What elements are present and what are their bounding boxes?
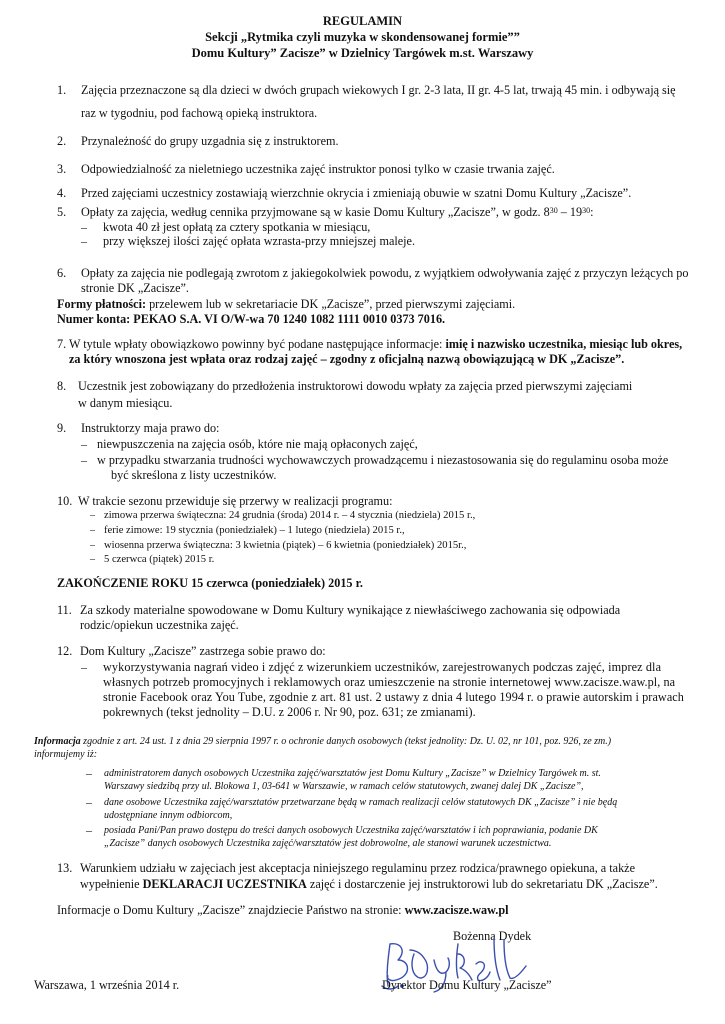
info-bullet-2a: dane osobowe Uczestnika zajęć/warsztatów przetwarzane będą w ramach realizacji celów statutowych DK „Zacisze” i nie będą [104, 797, 618, 808]
break-item: ferie zimowe: 19 stycznia (poniedziałek) – 1 lutego (niedziela) 2015 r., [104, 525, 405, 536]
item-number: 1. [57, 83, 67, 97]
item-5-bullet-2: przy większej ilości zajęć opłata wzrasta-przy mniejszej maleje. [103, 234, 415, 248]
signer-role: Dyrektor Domu Kultury „Zacisze” [382, 978, 552, 992]
item-12-bullet-l2: własnych potrzeb promocyjnych i reklamowych oraz umieszczenie na stronie internetowej www.zacisze.waw.pl, na [103, 675, 676, 689]
payment-label: Formy płatności: [57, 297, 147, 311]
item-1-line-2: raz w tygodniu, pod fachową opieką instruktora. [81, 106, 318, 120]
payment-text: przelewem lub w sekretariacie DK „Zacisze”, przed pierwszymi zajęciami. [146, 297, 516, 311]
info-website-text: Informacje o Domu Kultury „Zacisze” znajdziecie Państwo na stronie: [57, 903, 405, 917]
item-5-text-a: Opłaty za zajęcia, według cennika przyjmowane są w kasie Domu Kultury „Zacisze”, w godz. 8 [81, 205, 550, 219]
item-9-bullet-1: niewpuszczenia na zajęcia osób, które nie mają opłaconych zajęć, [97, 437, 418, 451]
break-item: 5 czerwca (piątek) 2015 r. [104, 554, 215, 565]
info-line-2: informujemy iż: [34, 749, 98, 760]
dash-bullet: – [81, 220, 87, 234]
item-7-bold: imię i nazwisko uczestnika, miesiąc lub okres, [445, 337, 683, 351]
item-5-text-end: : [590, 205, 594, 219]
dash-bullet: – [86, 823, 92, 837]
item-12-text: Dom Kultury „Zacisze” zastrzega sobie prawo do: [80, 644, 326, 658]
item-13-text-c: zajęć i dostarczenie jej instruktorowi lub do sekretariatu DK „Zacisze”. [306, 877, 658, 891]
item-2-text: Przynależność do grupy uzgadnia się z instruktorem. [81, 134, 339, 148]
info-label: Informacja [34, 736, 81, 747]
item-12-bullet-l3: stronie Facebook oraz You Tube, zgodnie z art. 81 ust. 2 ustawy z dnia 4 lutego 1994 r. o prawie autorskim i prawach [103, 690, 684, 704]
item-7-line-2: za który wnoszona jest wpłata oraz rodzaj zajęć – zgodny z oficjalną nazwą obowiązującą w DK „Zacisze”. [69, 352, 625, 366]
item-6-line-1: Opłaty za zajęcia nie podlegają zwrotom z jakiegokolwiek powodu, z wyjątkiem odwoływania zajęć z przyczyn leżących po [81, 266, 689, 280]
item-number: 12. [57, 644, 73, 658]
end-of-year: ZAKOŃCZENIE ROKU 15 czerwca (poniedziałek) 2015 r. [57, 576, 363, 590]
item-12-bullet-l4: pokrewnych (tekst jednolity – D.U. z 2006 r. Nr 90, poz. 631; ze zmianami). [103, 705, 476, 719]
doc-subtitle-2: Domu Kultury” Zacisze” w Dzielnicy Targówek m.st. Warszawy [191, 46, 534, 60]
item-9-text: Instruktorzy maja prawo do: [81, 421, 220, 435]
item-number: 3. [57, 162, 67, 176]
time-sup: 30 [549, 206, 558, 215]
item-5-bullet-1: kwota 40 zł jest opłatą za cztery spotkania w miesiącu, [103, 220, 371, 234]
payment-forms [57, 297, 515, 312]
break-item: wiosenna przerwa świąteczna: 3 kwietnia (piątek) – 6 kwietnia (poniedziałek) 2015r., [104, 540, 467, 551]
doc-title: REGULAMIN [322, 14, 403, 28]
bank-account: Numer konta: PEKAO S.A. VI O/W-wa 70 1240 1082 1111 0010 0373 7016. [57, 312, 446, 326]
time-sup: 30 [582, 206, 591, 215]
info-line-1 [34, 736, 611, 748]
item-13-line-2 [80, 877, 658, 892]
item-6-line-2: stronie DK „Zacisze”. [81, 281, 189, 295]
item-number: 11. [57, 603, 72, 617]
item-number: 2. [57, 134, 67, 148]
dash-bullet: – [81, 437, 87, 451]
item-number: 8. [57, 379, 67, 393]
item-5-text-mid: – 19 [557, 205, 583, 219]
item-4-text: Przed zajęciami uczestnicy zostawiają wierzchnie okrycia i zmieniają obuwie w szatni Domu Kultury „Zacisze”. [81, 186, 632, 200]
item-3-text: Odpowiedzialność za nieletniego uczestnika zajęć instruktor ponosi tylko w czasie trwania zajęć. [81, 162, 555, 176]
info-website-line [57, 903, 508, 918]
signer-name: Bożenna Dydek [453, 929, 532, 943]
website-url: www.zacisze.waw.pl [404, 903, 509, 917]
item-9-bullet-2-cont: być skreślona z listy uczestników. [111, 468, 277, 482]
dash-bullet: – [81, 234, 87, 248]
dash-bullet: – [90, 540, 95, 551]
doc-subtitle: Sekcji „Rytmika czyli muzyka w skondensowanej formie”” [205, 30, 520, 44]
item-9-bullet-2: w przypadku stwarzania trudności wychowawczych prowadzącemu i niezastosowania się do regulaminu osoba może [97, 453, 669, 467]
dash-bullet: – [90, 554, 95, 565]
info-bullet-3a: posiada Pani/Pan prawo dostępu do treści danych osobowych Uczestnika zajęć/warsztatów i ich poprawiania, podanie DK [104, 825, 598, 836]
info-bullet-3b: „Zacisze” danych osobowych Uczestnika zajęć/warsztatów jest dobrowolne, ale stanowi warunek uczestnictwa. [104, 838, 552, 849]
item-11-line-2: rodzic/opiekun uczestnika zajęć. [80, 618, 239, 632]
dash-bullet: – [90, 525, 95, 536]
info-bullet-1b: Warszawy siedzibą przy ul. Blokowa 1, 03-641 w Warszawie, w ramach celów statutowych, zwanej dalej DK „Zacisze”, [104, 781, 584, 792]
item-5-text [81, 205, 593, 220]
info-text: zgodnie z art. 24 ust. 1 z dnia 29 sierpnia 1997 r. o ochronie danych osobowych (tekst jednolity: Dz. U. 02, nr 101, poz. 926, ze zm.) [80, 736, 612, 747]
dash-bullet: – [86, 766, 92, 780]
info-bullet-1a: administratorem danych osobowych Uczestnika zajęć/warsztatów jest Domu Kultury „Zacisze” w Dzielnicy Targówek m. st. [104, 768, 601, 779]
item-13-text-a: wypełnienie [80, 877, 143, 891]
item-number: 4. [57, 186, 67, 200]
dash-bullet: – [81, 660, 87, 674]
item-10-text: W trakcie sezonu przewiduje się przerwy w realizacji programu: [78, 494, 393, 508]
item-number: 9. [57, 421, 67, 435]
dash-bullet: – [86, 795, 92, 809]
declaration-label: DEKLARACJI UCZESTNIKA [142, 877, 307, 891]
item-12-bullet-l1: wykorzystywania nagrań video i zdjęć z wizerunkiem uczestników, zarejestrowanych podczas zajęć, imprez dla [103, 660, 662, 674]
item-7-text: 7. W tytule wpłaty obowiązkowo powinny być podane następujące informacje: [57, 337, 446, 351]
item-8-line-2: w danym miesiącu. [78, 396, 173, 410]
dash-bullet: – [90, 510, 95, 521]
break-item: zimowa przerwa świąteczna: 24 grudnia (środa) 2014 r. – 4 stycznia (niedziela) 2015 r., [104, 510, 476, 521]
item-number: 13. [57, 861, 73, 875]
dash-bullet: – [81, 453, 87, 467]
item-number: 6. [57, 266, 67, 280]
item-1-line-1: Zajęcia przeznaczone są dla dzieci w dwóch grupach wiekowych I gr. 2-3 lata, II gr. 4-5 lat, trwają 45 min. i odbywają się [81, 83, 676, 97]
item-13-line-1: Warunkiem udziału w zajęciach jest akceptacja niniejszego regulaminu przez rodzica/prawnego opiekuna, a także [80, 861, 635, 875]
place-date: Warszawa, 1 września 2014 r. [34, 978, 180, 992]
info-bullet-2b: udostępniane innym odbiorcom, [104, 810, 233, 821]
item-11-line-1: Za szkody materialne spowodowane w Domu Kultury wynikające z niewłaściwego zachowania się odpowiada [80, 603, 621, 617]
item-7-line-1 [57, 337, 682, 352]
item-number: 5. [57, 205, 67, 219]
item-8-line-1: Uczestnik jest zobowiązany do przedłożenia instruktorowi dowodu wpłaty za zajęcia przed pierwszymi zajęciami [78, 379, 633, 393]
item-number: 10. [57, 494, 73, 508]
